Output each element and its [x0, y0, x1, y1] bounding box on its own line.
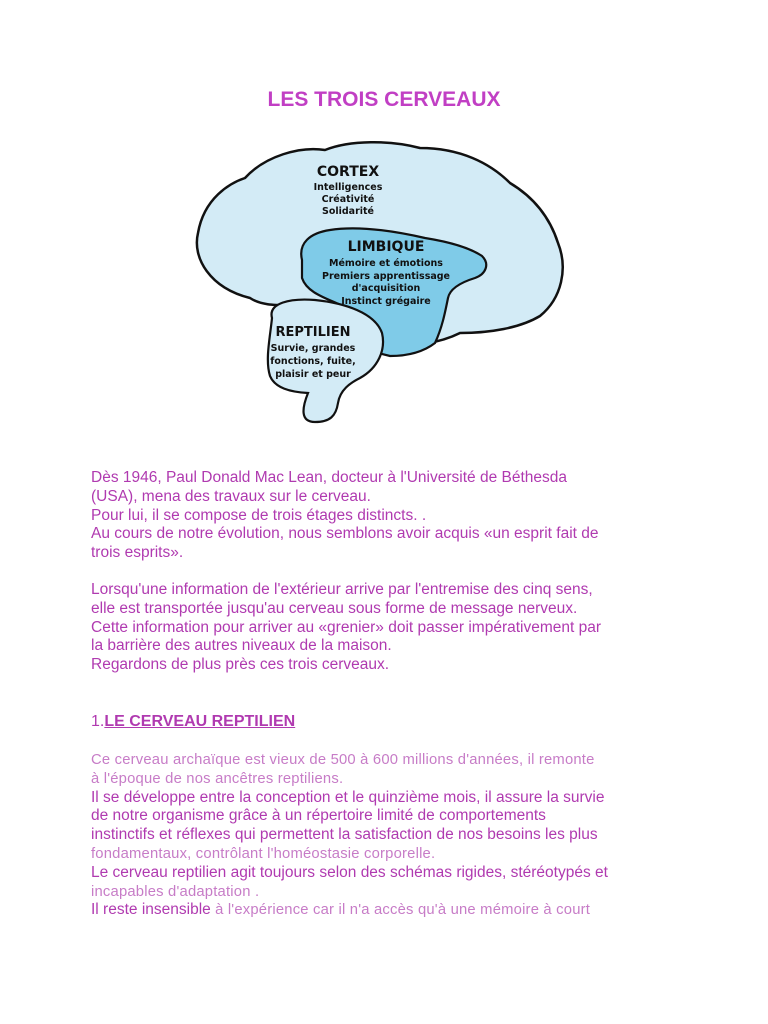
text-line: [91, 901, 691, 920]
text-line: Le cerveau reptilien agit toujours selon des schémas rigides, stéréotypés et: [91, 863, 608, 881]
page-title: LES TROIS CERVEAUX: [267, 88, 501, 111]
text-line: Regardons de plus près ces trois cerveaux.: [91, 656, 390, 674]
text-line: Dès 1946, Paul Donald Mac Lean, docteur à l'Université de Béthesda: [91, 469, 567, 486]
reptilien-label: REPTILIEN: [275, 325, 351, 340]
limbique-item: Mémoire et émotions: [329, 258, 443, 269]
text-run: Il reste insensible: [91, 901, 211, 919]
reptilien-item: plaisir et peur: [275, 369, 351, 380]
text-line: Il se développe entre la conception et le quinzième mois, il assure la survie: [91, 788, 605, 806]
section-title: LE CERVEAU REPTILIEN: [104, 713, 296, 730]
cortex-label: CORTEX: [316, 164, 380, 180]
info-paragraph: [91, 581, 691, 675]
three-brains-diagram: [190, 138, 570, 428]
intro-paragraph: [91, 469, 691, 563]
text-line: instinctifs et réflexes qui permettent la satisfaction de nos besoins les plus: [91, 826, 598, 844]
reptilien-item: Survie, grandes: [270, 343, 356, 354]
text-line: fondamentaux, contrôlant l'homéostasie corporelle.: [91, 845, 436, 862]
text-line: trois esprits».: [91, 544, 184, 562]
text-line: la barrière des autres niveaux de la maison.: [91, 637, 392, 655]
cortex-item: Intelligences: [313, 182, 383, 193]
section-heading: [91, 713, 295, 731]
text-line: incapables d'adaptation .: [91, 883, 260, 900]
limbique-item: d'acquisition: [351, 283, 421, 294]
text-run: à l'expérience car il n'a accès qu'à une mémoire à court: [210, 902, 591, 919]
limbique-label: LIMBIQUE: [347, 239, 425, 255]
reptilien-item: fonctions, fuite,: [270, 356, 356, 367]
cortex-item: Solidarité: [321, 206, 375, 217]
cortex-item: Créativité: [321, 194, 375, 205]
limbique-item: Premiers apprentissage: [322, 271, 450, 282]
section-number: 1.: [91, 713, 105, 730]
text-line: Ce cerveau archaïque est vieux de 500 à 600 millions d'années, il remonte: [91, 752, 595, 768]
text-line: Lorsqu'une information de l'extérieur arrive par l'entremise des cinq sens,: [91, 581, 593, 598]
text-line: elle est transportée jusqu'au cerveau sous forme de message nerveux.: [91, 599, 578, 617]
limbique-item: Instinct grégaire: [341, 296, 431, 307]
text-line: à l'époque de nos ancêtres reptiliens.: [91, 770, 344, 787]
text-line: Au cours de notre évolution, nous semblons avoir acquis «un esprit fait de: [91, 525, 599, 543]
section-paragraph: [91, 751, 691, 920]
text-line: (USA), mena des travaux sur le cerveau.: [91, 487, 371, 505]
text-line: Pour lui, il se compose de trois étages distincts. .: [91, 506, 427, 524]
text-line: Cette information pour arriver au «grenier» doit passer impérativement par: [91, 618, 602, 636]
text-line: de notre organisme grâce à un répertoire limité de comportements: [91, 807, 546, 825]
